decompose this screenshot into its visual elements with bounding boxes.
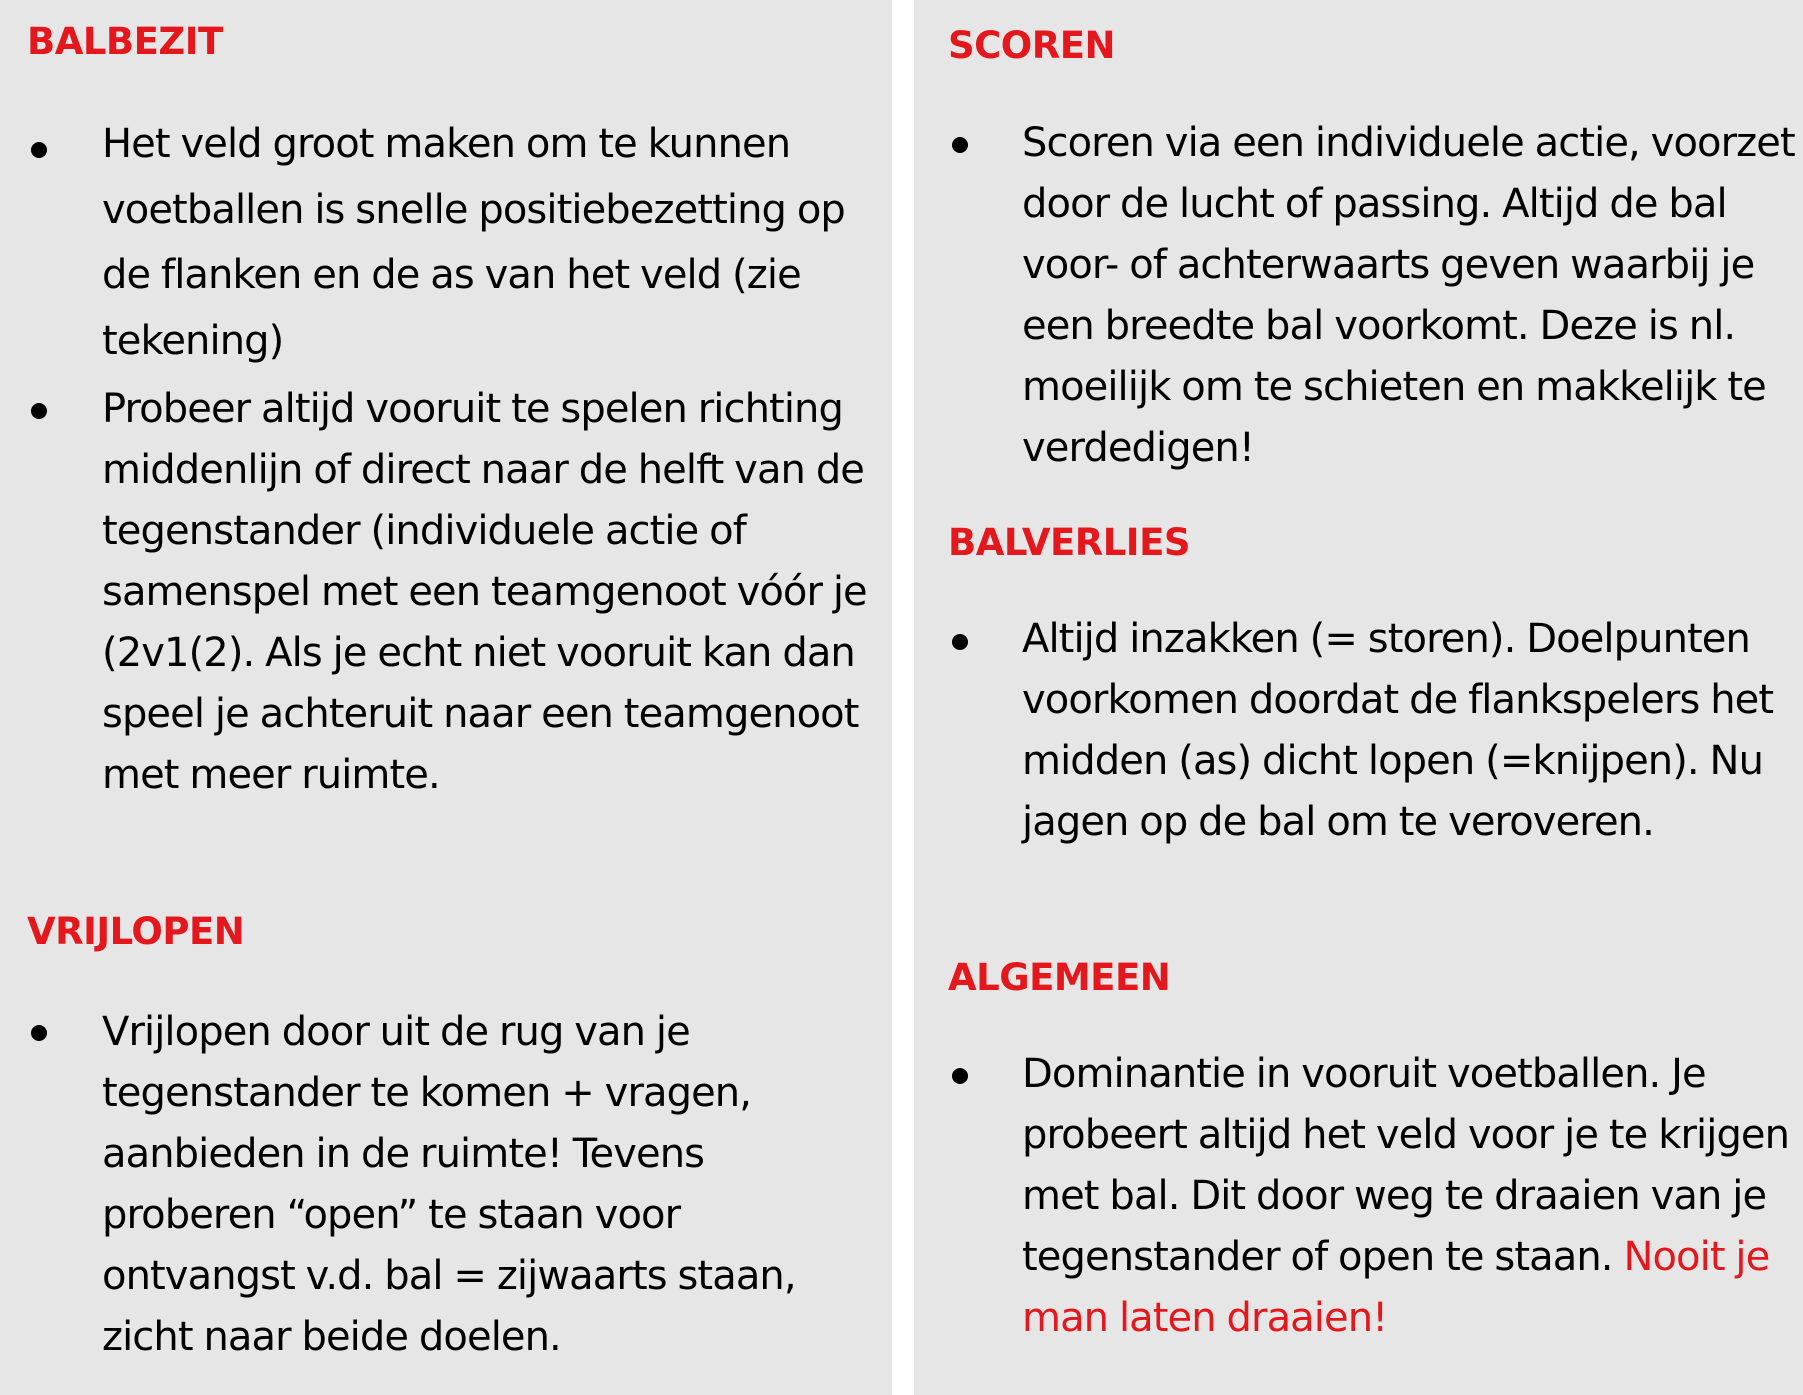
balbezit-bullet-2-text: Probeer altijd vooruit te spelen richting middenlijn of direct naar de helft van de tegenstander (individuele actie of samenspel met een teamgenoot vóór je (2v1(2). Als je echt niet vooruit kan dan speel je achteruit naar een teamgenoot met meer ruimte. xyxy=(102,386,867,798)
balbezit-heading: BALBEZIT xyxy=(27,20,223,63)
balbezit-bullet-1-text: Het veld groot maken om te kunnen voetballen is snelle positiebezetting op de flanken en de as van het veld (zie tekening) xyxy=(102,121,845,364)
algemeen-bullet-1-highlight: Nooit je man laten draaien! xyxy=(1022,1234,1770,1341)
scoren-heading: SCOREN xyxy=(948,24,1115,67)
bullet-icon xyxy=(31,1025,47,1041)
left-panel xyxy=(0,0,892,1395)
bullet-icon xyxy=(952,1068,968,1084)
vrijlopen-heading: VRIJLOPEN xyxy=(27,910,245,953)
vrijlopen-bullet-1-text: Vrijlopen door uit de rug van je tegenstander te komen + vragen, aanbieden in de ruimte! Tevens proberen “open” te staan voor ontvangst v.d. bal = zijwaarts staan, zicht naar beide doelen. xyxy=(102,1009,796,1360)
algemeen-heading: ALGEMEEN xyxy=(948,956,1171,999)
bullet-icon xyxy=(31,142,47,158)
bullet-icon xyxy=(952,137,968,153)
algemeen-bullet-1-body: Dominantie in vooruit voetballen. Je probeert altijd het veld voor je te krijgen met bal. Dit door weg te draaien van je tegenstander of open te staan. xyxy=(1022,1051,1790,1280)
bullet-icon xyxy=(31,403,47,419)
right-panel xyxy=(914,0,1803,1395)
scoren-bullet-1-text: Scoren via een individuele actie, voorzet door de lucht of passing. Altijd de bal voor- of achterwaarts geven waarbij je een breedte bal voorkomt. Deze is nl. moeilijk om te schieten en makkelijk te verdedigen! xyxy=(1022,120,1795,471)
bullet-icon xyxy=(952,634,968,650)
balverlies-heading: BALVERLIES xyxy=(948,521,1190,564)
algemeen-bullet-1-text xyxy=(1022,1044,1802,1349)
balverlies-bullet-1-text: Altijd inzakken (= storen). Doelpunten voorkomen doordat de flankspelers het midden (as) dicht lopen (=knijpen). Nu jagen op de bal om te veroveren. xyxy=(1022,616,1774,845)
